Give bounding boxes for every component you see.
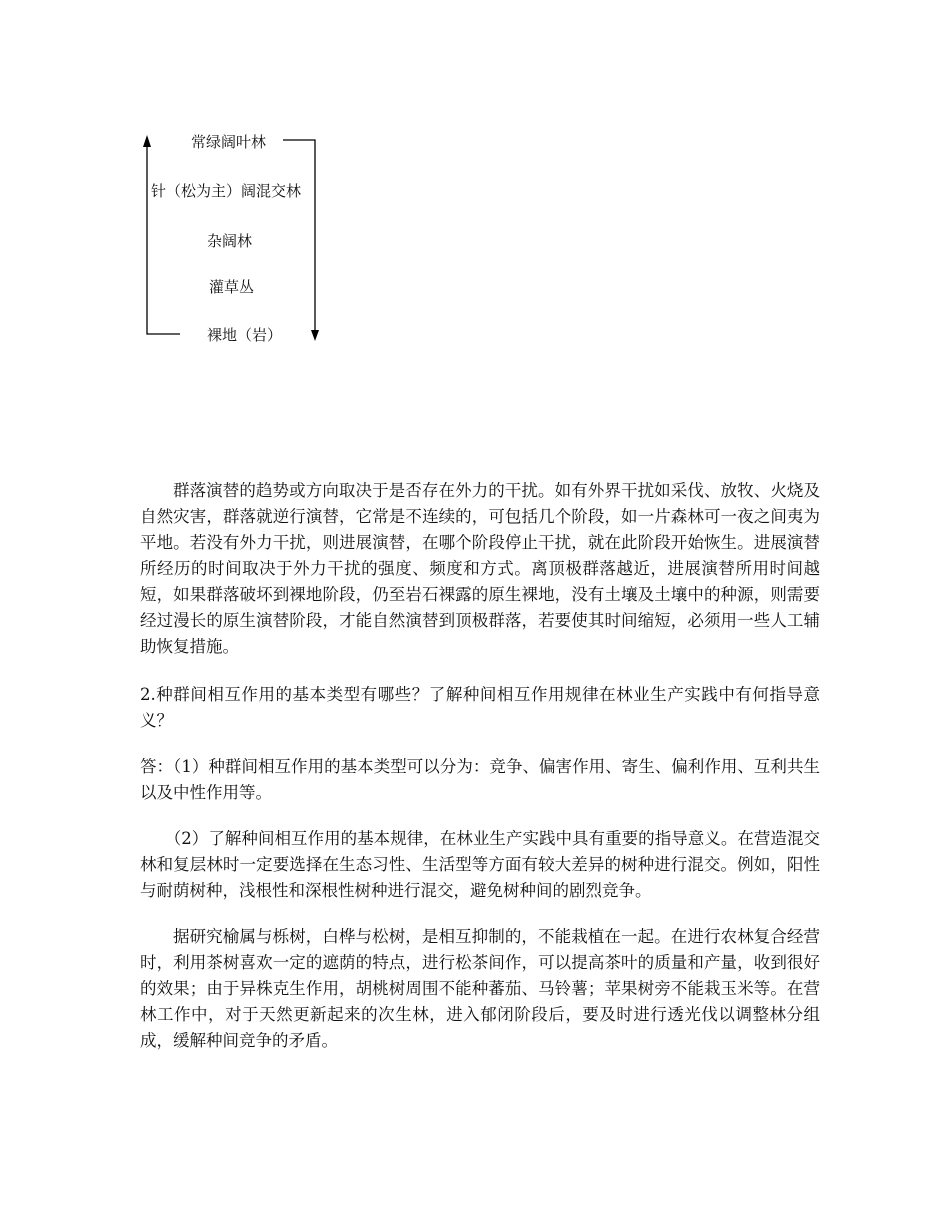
question-2: 2.种群间相互作用的基本类型有哪些？了解种间相互作用规律在林业生产实践中有何指导意义？ [140,685,820,730]
stage-mixed-broadleaf: 杂阔林 [207,232,253,250]
answer-part-1: 答：（1）种群间相互作用的基本类型可以分为：竞争、偏害作用、寄生、偏利作用、互利共生以及中性作用等。 [140,757,820,802]
paragraph-succession: 群落演替的趋势或方向取决于是否存在外力的干扰。如有外界干扰如采伐、放牧、火烧及自然灾害，群落就逆行演替，它常是不连续的，可包括几个阶段，如一片森林可一夜之间夷为平地。若没有外力干扰，则进展演替，在哪个阶段停止干扰，就在此阶段开始恢生。进展演替所经历的时间取决于外力干扰的强度、频度和方式。离顶极群落越近，进展演替所用时间越短，如果群落破坏到裸地阶段，仍至岩石裸露的原生裸地，没有土壤及土壤中的种源，则需要经过漫长的原生演替阶段，才能自然演替到顶极群落，若要使其时间缩短，必须用一些人工辅助恢复措施。 [140,481,820,656]
answer-part-3: 据研究榆属与栎树，白桦与松树，是相互抑制的，不能栽植在一起。在进行农林复合经营时，利用茶树喜欢一定的遮荫的特点，进行松茶间作，可以提高茶叶的质量和产量，收到很好的效果；由于异株克生作用，胡桃树周围不能种蕃茄、马铃薯；苹果树旁不能栽玉米等。在营林工作中，对于天然更新起来的次生林，进入郁闭阶段后，要及时进行透光伐以调整林分组成，缓解种间竞争的矛盾。 [140,927,820,1050]
succession-diagram [0,0,400,360]
stage-evergreen-broadleaf: 常绿阔叶林 [191,133,267,151]
progressive-succession-line [147,146,180,334]
up-arrow-head [143,135,151,147]
stage-bare-land: 裸地（岩） [207,326,283,344]
document-body [140,478,820,1054]
retrogressive-succession-line [283,140,315,332]
answer-part-2: （2）了解种间相互作用的基本规律，在林业生产实践中具有重要的指导意义。在营造混交林和复层林时一定要选择在生态习性、生活型等方面有较大差异的树种进行混交。例如，阳性与耐荫树种，浅根性和深根性树种进行混交，避免树种间的剧烈竞争。 [140,829,820,900]
stage-shrub-grass: 灌草丛 [209,278,255,296]
down-arrow-head [311,330,319,341]
stage-mixed-conifer-broadleaf: 针（松为主）阔混交林 [151,182,302,200]
